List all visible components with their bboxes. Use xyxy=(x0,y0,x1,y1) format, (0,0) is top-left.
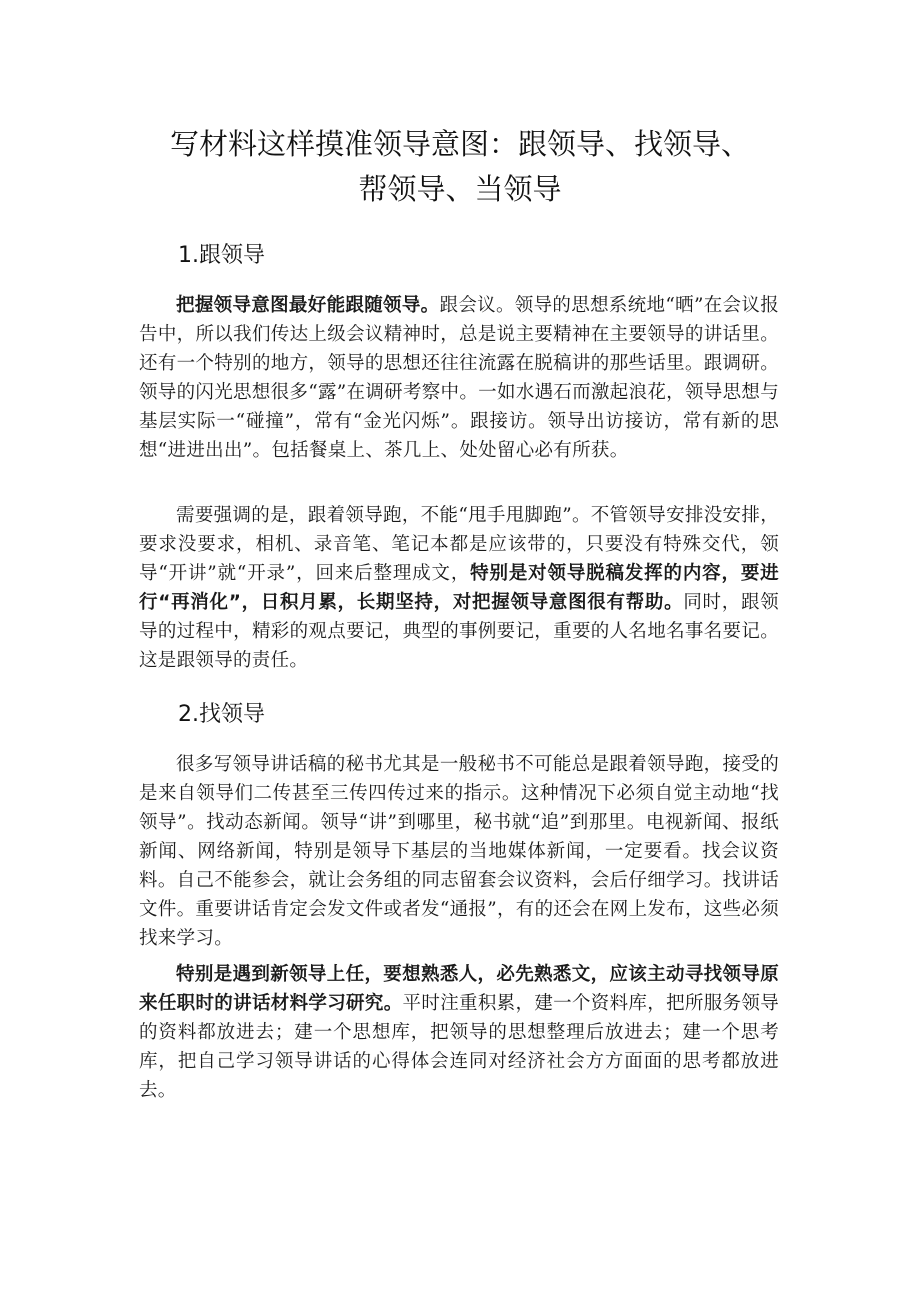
section-1-paragraph-2-bold: 特别是对领导脱稿发挥的内容，要进行“再消化”，日积月累，长期坚持，对把握领导意图很有帮助。 xyxy=(139,563,779,613)
document-title xyxy=(120,122,800,212)
section-1-paragraph-1-text: 跟会议。领导的思想系统地“晒”在会议报告中，所以我们传达上级会议精神时，总是说主要精神在主要领导的讲话里。还有一个特别的地方，领导的思想还往往流露在脱稿讲的那些话里。跟调研。领导的闪光思想很多“露”在调研考察中。一如水遇石而激起浪花，领导思想与基层实际一“碰撞”，常有“金光闪烁”。跟接访。领导出访接访，常有新的思想“进进出出”。包括餐桌上、茶几上、处处留心必有所获。 xyxy=(139,295,779,461)
title-line-2: 帮领导、当领导 xyxy=(358,172,562,206)
section-2-paragraph-1 xyxy=(139,750,779,953)
section-1-paragraph-2-text-before: 需要强调的是，跟着领导跑，不能“甩手甩脚跑”。不管领导安排没安排，要求没要求，相机、录音笔、笔记本都是应该带的，只要没有特殊交代，领导“开讲”就“开录”，回来后整理成文， xyxy=(139,505,779,584)
section-2-paragraph-2-text: 平时注重积累，建一个资料库，把所服务领导的资料都放进去；建一个思想库，把领导的思想整理后放进去；建一个思考库，把自己学习领导讲话的心得体会连同对经济社会方方面面的思考都放进去。 xyxy=(139,993,779,1101)
section-2-heading: 2.找领导 xyxy=(178,702,265,727)
section-2-paragraph-2 xyxy=(139,960,779,1105)
section-1-paragraph-1 xyxy=(139,291,779,465)
section-1-paragraph-2-text-after: 同时，跟领导的过程中，精彩的观点要记，典型的事例要记，重要的人名地名事名要记。这是跟领导的责任。 xyxy=(139,592,779,671)
section-2-paragraph-2-bold: 特别是遇到新领导上任，要想熟悉人，必先熟悉文，应该主动寻找领导原来任职时的讲话材料学习研究。 xyxy=(139,964,779,1014)
section-1-heading: 1.跟领导 xyxy=(178,243,265,268)
section-1-paragraph-1-bold: 把握领导意图最好能跟随领导。 xyxy=(176,295,440,316)
section-1-paragraph-2 xyxy=(139,501,779,675)
section-2-paragraph-1-text: 很多写领导讲话稿的秘书尤其是一般秘书不可能总是跟着领导跑，接受的是来自领导们二传甚至三传四传过来的指示。这种情况下必须自觉主动地“找领导”。找动态新闻。领导“讲”到哪里，秘书就“追”到那里。电视新闻、报纸新闻、网络新闻，特别是领导下基层的当地媒体新闻，一定要看。找会议资料。自己不能参会，就让会务组的同志留套会议资料，会后仔细学习。找讲话文件。重要讲话肯定会发文件或者发“通报”，有的还会在网上发布，这些必须找来学习。 xyxy=(139,754,779,949)
title-line-1: 写材料这样摸准领导意图：跟领导、找领导、 xyxy=(169,127,750,161)
